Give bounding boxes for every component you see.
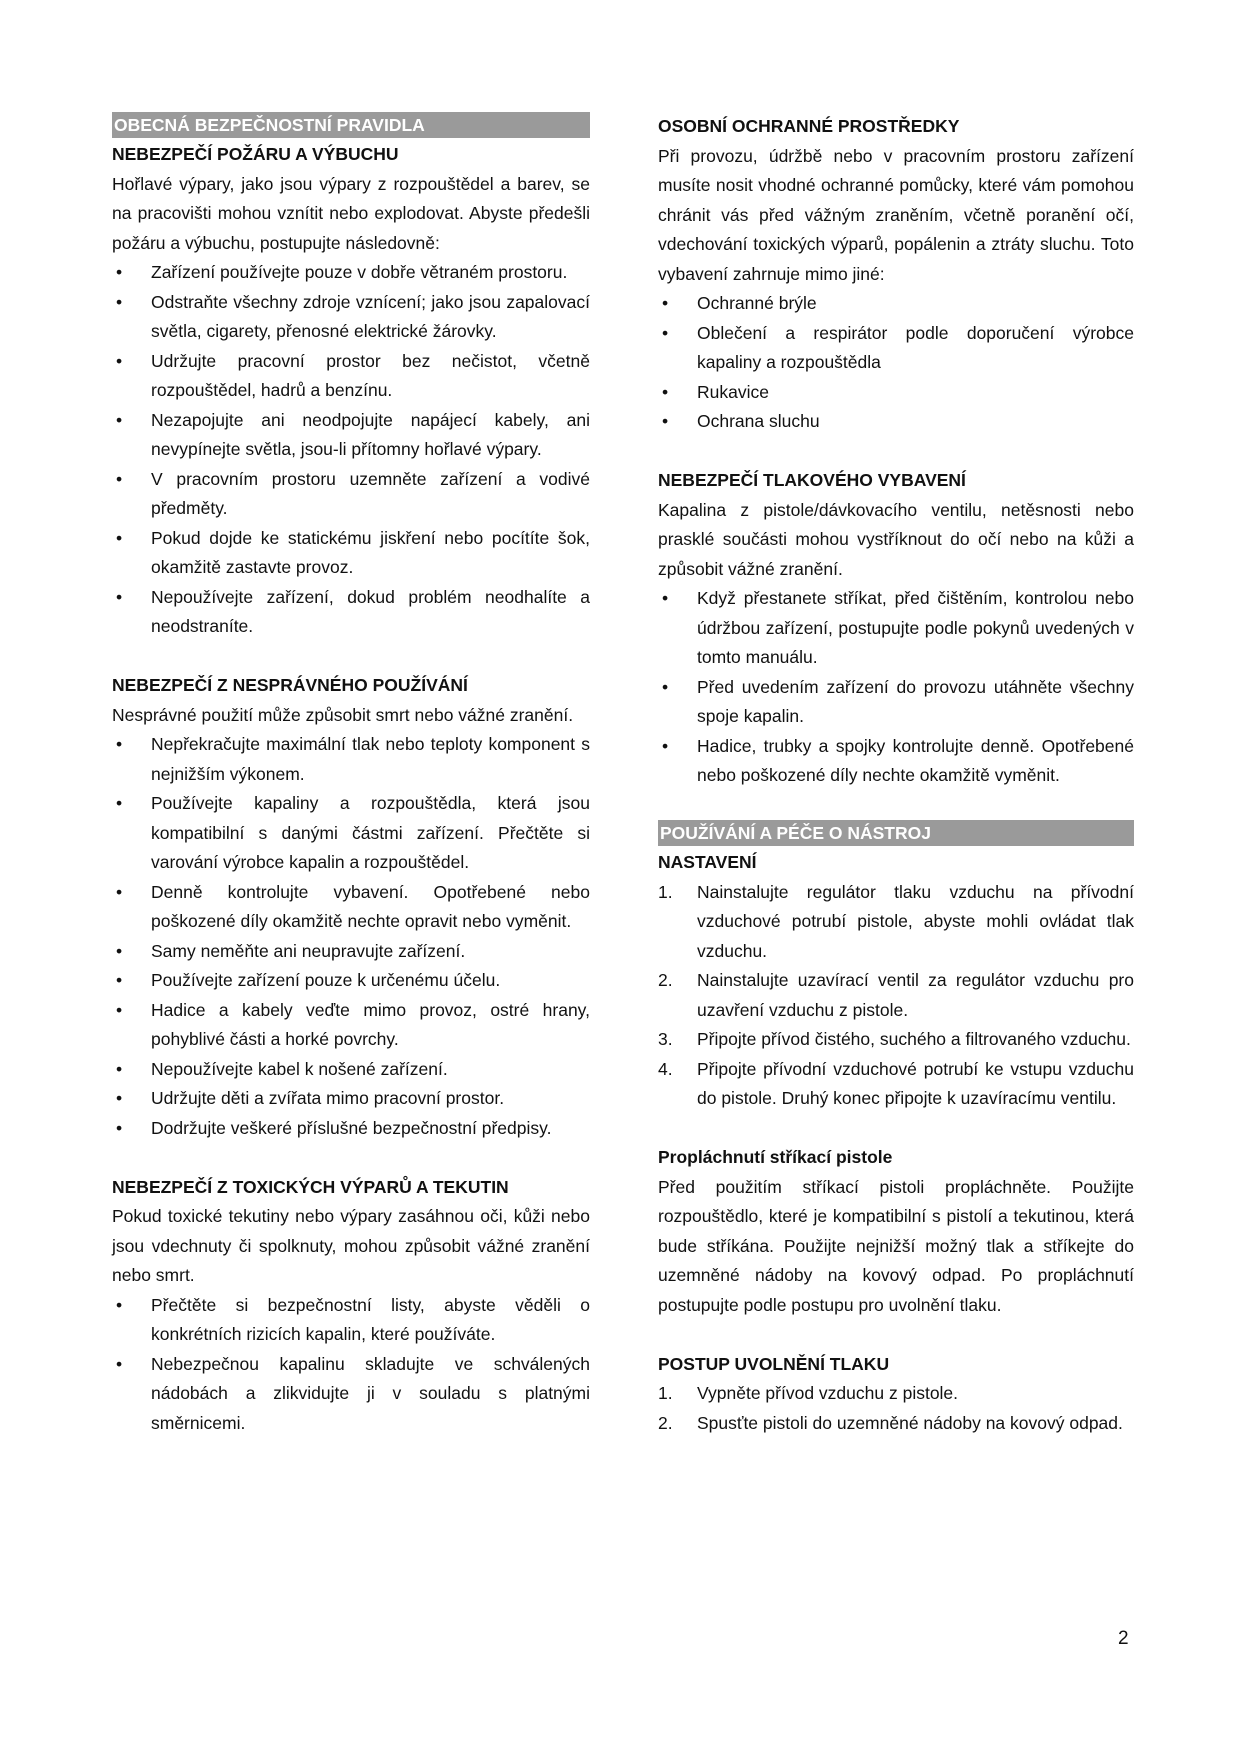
heading-flush: Propláchnutí stříkací pistole (658, 1147, 893, 1167)
section-bar-general-safety: OBECNÁ BEZPEČNOSTNÍ PRAVIDLA (112, 112, 590, 138)
list-item: • Udržujte pracovní prostor bez nečistot, včetně rozpouštědel, hadrů a benzínu. (112, 347, 590, 406)
bullet-icon: • (116, 527, 123, 548)
list-item: • Používejte zařízení pouze k určenému účelu. (112, 966, 590, 996)
pressure-list (658, 584, 1134, 791)
heading-fire-hazard: NEBEZPEČÍ POŽÁRU A VÝBUCHU (112, 144, 399, 164)
step-item: 4. Připojte přívodní vzduchové potrubí ke vstupu vzduchu do pistole. Druhý konec připojte k uzavíracímu ventilu. (658, 1058, 1134, 1108)
step-item: 2. Nainstalujte uzavírací ventil za regulátor vzduchu pro uzavření vzduchu z pistole. (658, 970, 1134, 1020)
step-item: 1. Vypněte přívod vzduchu z pistole. (658, 1383, 959, 1403)
heading-pressure-relief: POSTUP UVOLNĚNÍ TLAKU (658, 1353, 890, 1374)
bullet-icon: • (116, 999, 123, 1020)
list-item: • Ochrana sluchu (658, 407, 1134, 437)
bullet-icon: • (116, 350, 123, 371)
ppe-intro: Při provozu, údržbě nebo v pracovním prostoru zařízení musíte nosit vhodné ochranné pomůcky, které vám pomohou chránit vás před vážným zraněním, včetně poranění očí, vdechování toxických výparů, popálenin a ztráty sluchu. Toto vybavení zahrnuje mimo jiné: (658, 145, 1134, 284)
toxic-intro: Pokud toxické tekutiny nebo výpary zasáhnou oči, kůži nebo jsou vdechnuty či spolknuty, mohou způsobit vážné zranění nebo smrt. (112, 1206, 590, 1285)
bullet-icon: • (662, 676, 669, 697)
bullet-icon: • (116, 793, 123, 813)
list-item: • Pokud dojde ke statickému jiskření nebo pocítíte šok, okamžitě zastavte provoz. (112, 524, 590, 583)
list-item: • Před uvedením zařízení do provozu utáhněte všechny spoje kapalin. (658, 673, 1134, 732)
page-number: 2 (1118, 1628, 1129, 1649)
list-item: • Rukavice (658, 378, 1134, 408)
heading-misuse-hazard: NEBEZPEČÍ Z NESPRÁVNÉHO POUŽÍVÁNÍ (112, 675, 468, 695)
misuse-list (112, 730, 590, 1143)
list-item: • Udržujte děti a zvířata mimo pracovní prostor. (112, 1084, 590, 1114)
list-item: • Nepřekračujte maximální tlak nebo teploty komponent s nejnižším výkonem. (112, 730, 590, 789)
bullet-icon: • (662, 411, 669, 431)
bullet-icon: • (116, 881, 123, 902)
list-item: • Denně kontrolujte vybavení. Opotřebené nebo poškozené díly okamžitě nechte opravit nebo vyměnit. (112, 878, 590, 937)
list-item: • Nepoužívejte zařízení, dokud problém neodhalíte a neodstraníte. (112, 583, 590, 642)
bullet-icon: • (116, 734, 123, 754)
section-bar-tool-use-care: POUŽÍVÁNÍ A PÉČE O NÁSTROJ (658, 820, 1134, 846)
heading-toxic-hazard: NEBEZPEČÍ Z TOXICKÝCH VÝPARŮ A TEKUTIN (112, 1176, 509, 1197)
bullet-icon: • (116, 970, 123, 990)
bullet-icon: • (116, 1058, 123, 1079)
step-item: 1. Nainstalujte regulátor tlaku vzduchu na přívodní vzduchové potrubí pistole, abyste mohli ovládat tlak vzduchu. (658, 881, 1134, 961)
list-item: • Když přestanete stříkat, před čištěním, kontrolou nebo údržbou zařízení, postupujte podle pokynů uvedených v tomto manuálu. (658, 584, 1134, 673)
step-item: 3. Připojte přívod čistého, suchého a filtrovaného vzduchu. (658, 1029, 1131, 1049)
list-item: • Přečtěte si bezpečnostní listy, abyste věděli o konkrétních rizicích kapalin, které používáte. (112, 1291, 590, 1350)
bullet-icon: • (662, 293, 669, 313)
fire-list (112, 258, 590, 642)
bullet-icon: • (662, 588, 669, 608)
misuse-intro: Nesprávné použití může způsobit smrt nebo vážné zranění. (112, 704, 574, 725)
right-column (658, 112, 1134, 1438)
list-item: • V pracovním prostoru uzemněte zařízení a vodivé předměty. (112, 465, 590, 524)
bullet-icon: • (116, 1117, 123, 1138)
bullet-icon: • (662, 322, 669, 343)
bullet-icon: • (116, 940, 123, 961)
setup-steps (658, 878, 1134, 1114)
list-item: • Hadice a kabely veďte mimo provoz, ostré hrany, pohyblivé části a horké povrchy. (112, 996, 590, 1055)
list-item: • Odstraňte všechny zdroje vznícení; jako jsou zapalovací světla, cigarety, přenosné elektrické žárovky. (112, 288, 590, 347)
list-item: • Nezapojujte ani neodpojujte napájecí kabely, ani nevypínejte světla, jsou-li přítomny hořlavé výpary. (112, 406, 590, 465)
list-item: • Ochranné brýle (658, 289, 1134, 319)
bullet-icon: • (116, 409, 123, 430)
list-item: • Samy neměňte ani neupravujte zařízení. (112, 937, 590, 967)
heading-ppe: OSOBNÍ OCHRANNÉ PROSTŘEDKY (658, 116, 960, 136)
bullet-icon: • (116, 1294, 123, 1315)
list-item: • Oblečení a respirátor podle doporučení výrobce kapaliny a rozpouštědla (658, 319, 1134, 378)
bullet-icon: • (116, 586, 123, 607)
bullet-icon: • (116, 262, 123, 282)
toxic-list (112, 1291, 590, 1439)
heading-setup: NASTAVENÍ (658, 852, 757, 872)
bullet-icon: • (116, 468, 123, 489)
bullet-icon: • (116, 291, 123, 312)
relief-steps (658, 1379, 1134, 1438)
list-item: • Nebezpečnou kapalinu skladujte ve schválených nádobách a zlikvidujte ji v souladu s platnými směrnicemi. (112, 1350, 590, 1439)
fire-intro: Hořlavé výpary, jako jsou výpary z rozpouštědel a barev, se na pracovišti mohou vznítit nebo explodovat. Abyste předešli požáru a výbuchu, postupujte následovně: (112, 173, 590, 253)
bullet-icon: • (116, 1088, 123, 1108)
heading-pressure-hazard: NEBEZPEČÍ TLAKOVÉHO VYBAVENÍ (658, 470, 966, 490)
bullet-icon: • (662, 735, 669, 756)
list-item: • Hadice, trubky a spojky kontrolujte denně. Opotřebené nebo poškozené díly nechte okamžitě vyměnit. (658, 732, 1134, 791)
list-item: • Nepoužívejte kabel k nošené zařízení. (112, 1055, 590, 1085)
left-column (112, 112, 590, 1438)
list-item: • Zařízení používejte pouze v dobře větraném prostoru. (112, 258, 590, 288)
list-item: • Dodržujte veškeré příslušné bezpečnostní předpisy. (112, 1114, 590, 1144)
bullet-icon: • (662, 381, 669, 402)
bullet-icon: • (116, 1353, 123, 1374)
list-item: • Používejte kapaliny a rozpouštědla, která jsou kompatibilní s danými částmi zařízení. Přečtěte si varování výrobce kapalin a rozpouštědel. (112, 789, 590, 878)
ppe-list (658, 289, 1134, 437)
pressure-intro: Kapalina z pistole/dávkovacího ventilu, netěsnosti nebo prasklé součásti mohou vystříknout do očí nebo na kůži a způsobit vážné zranění. (658, 499, 1134, 579)
flush-text: Před použitím stříkací pistoli propláchněte. Použijte rozpouštědlo, které je kompatibilní s pistolí a tekutinou, která bude stříkána. Použijte nejnižší možný tlak a stříkejte do uzemněné nádoby na kovový odpad. Po propláchnutí postupujte podle postupu pro uvolnění tlaku. (658, 1176, 1134, 1315)
step-item: 2. Spusťte pistoli do uzemněné nádoby na kovový odpad. (658, 1412, 1123, 1433)
